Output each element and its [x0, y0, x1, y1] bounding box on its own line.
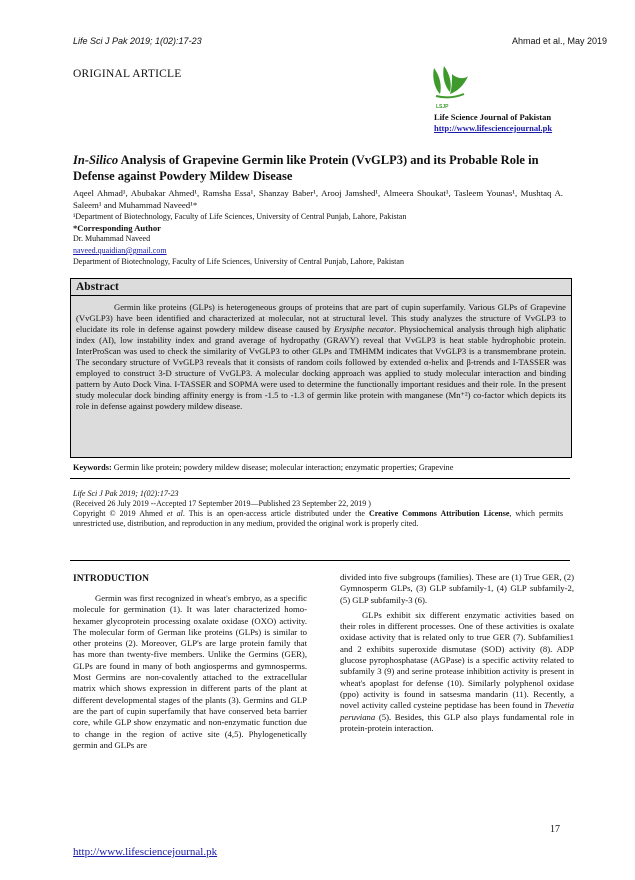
abstract-text: Germin like proteins (GLPs) is heterogeneous groups of proteins that are part of cupin superfamily. Various GLPs of Grapevine (VvGLP3) have been identified and characterized at molecular, not at structural level. This study analyzes the structure of VvGLP3 to elucidate its role in defense against powdery mildew disease caused by Erysiphe necator. Physiochemical analysis through high aliphatic index (AI), low instability index and grand average of hydropathy (GRAVY) reveal that VvGLP3 is heat stable hydrophobic protein. InterProScan was used to check the similarity of VvGLP3 to other GLPs and TMHMM indicates that VvGLP3 is a transmembrane protein. The secondary structure of VvGLP3 reveals that it consists of random coils followed by extended α-helix and β-trends and I-TASSER was employed to construct 3-D structure of VvGLP3. A molecular docking approach was applied to study molecular interaction and binding pattern by Auto Dock Vina. I-TASSER and SOPMA were used to determine the functionally important residues and their role. In the present study molecular dock binding affinity energy is from -1.5 to -1.3 of germin like protein with manganese (Mn⁺²) co-factor which depicts its role in defense against powdery mildew disease. — [76, 302, 566, 411]
page-number: 17 — [550, 824, 560, 835]
intro-column-1: Germin was first recognized in wheat's embryo, as a specific molecule for germination (1). It was later characterized homo-hexamer glycoprotein processing oxalate oxidase (OXO) activity. The molecular form of German like proteins (GLPs) is similar to other proteins (2). Moreover, GLP's are large protein family that has more than twenty-five members. Unlike the Germins (GER), GLPs are found in many of both angiosperms and gymnosperms. Most Germins are non-covalently attached to the extracellular matrix which shows expression in different parts of the plant at different developmental stages of the plants (3). Germins and GLP are the part of cupin superfamily that have conserved beta barrier core, while GLP show enzymatic and non-enzymatic function due to change in the region of active site (4,5). Phylogenetically germin and GLPs are — [73, 593, 307, 750]
corresponding-email-link[interactable]: naveed.quaidian@gmail.com — [73, 246, 167, 255]
citation-line: Life Sci J Pak 2019; 1(02):17-23 — [73, 489, 179, 498]
copyright-notice: Copyright © 2019 Ahmed et al. This is an open-access article distributed under the Creative Commons Attribution License, which permits unrestricted use, distribution, and reproduction in any medium, provided the original work is properly cited. — [73, 509, 563, 528]
title-rest: Analysis of Grapevine Germin like Protein (VvGLP3) and its Probable Role in Defense against Powdery Mildew Disease — [73, 153, 539, 183]
affiliation: ¹Department of Biotechnology, Faculty of Life Sciences, University of Central Punjab, Lahore, Pakistan — [73, 212, 407, 221]
keywords — [73, 463, 563, 472]
corresponding-name: Dr. Muhammad Naveed — [73, 234, 151, 243]
abstract-heading: Abstract — [76, 281, 119, 293]
footer-url-link[interactable]: http://www.lifesciencejournal.pk — [73, 846, 218, 858]
dates-line: (Received 26 July 2019 --Accepted 17 September 2019—Published 23 September 22, 2019 ) — [73, 499, 371, 508]
journal-logo — [430, 64, 470, 106]
author-list: Aqeel Ahmad¹, Abubakar Ahmed¹, Ramsha Essa¹, Shanzay Baber¹, Arooj Jamshed¹, Almeera Shoukat¹, Tasleem Younas¹, Mushtaq A. Saleem¹ and Muhammad Naveed¹* — [73, 188, 563, 210]
citation-rule — [70, 560, 570, 561]
logo-text: LSJP — [436, 104, 449, 110]
running-header-left: Life Sci J Pak 2019; 1(02):17-23 — [73, 36, 202, 46]
running-header-right: Ahmad et al., May 2019 — [511, 36, 607, 46]
keywords-text: Germin like protein; powdery mildew disease; molecular interaction; enzymatic properties; Grapevine — [111, 463, 454, 472]
intro-col2-para2: GLPs exhibit six different enzymatic activities based on their roles in different processes. One of these activities is oxalate oxidase activity that is related only to true GER (7). Subfamilies1 and 2 exhibits superoxide dismutase (SOD) activity (8). ADP glucose pyrophosphatase (AGPase) is a specific activity related to subfamily 3 (9) and serine protease inhibition activity is present in wheat's apoplast for defense (10). Similarly polyphenol oxidase (ppo) activity is found in satsesma mandarin (11). Recently, a novel activity called cysteine peptidase has been found in Thevetia peruviana (5). Besides, this GLP also plays fundamental role in protein-protein interaction. — [340, 609, 574, 733]
keywords-label: Keywords: — [73, 463, 112, 472]
article-type: ORIGINAL ARTICLE — [73, 68, 182, 80]
intro-col2-para1: divided into five subgroups (families). These are (1) True GER, (2) Gymnosperm GLPs, (3) GLP subfamily-1, (4) GLP subfamily-2, (5) GLP subfamily-3 (6). — [340, 572, 574, 605]
intro-heading: INTRODUCTION — [73, 574, 150, 584]
corresponding-label: *Corresponding Author — [73, 223, 161, 233]
journal-name: Life Science Journal of Pakistan — [434, 112, 552, 122]
corresponding-dept: Department of Biotechnology, Faculty of Life Sciences, University of Central Punjab, Lahore, Pakistan — [73, 257, 404, 266]
citation-block — [73, 489, 563, 529]
title-italic: In-Silico — [73, 153, 119, 167]
article-title — [73, 152, 563, 184]
intro-column-2 — [340, 572, 574, 734]
leaf-logo-icon — [430, 64, 470, 106]
abstract-box — [70, 278, 572, 458]
journal-url-link[interactable]: http://www.lifesciencejournal.pk — [434, 123, 553, 133]
abstract-divider — [71, 295, 571, 296]
keywords-rule — [70, 478, 570, 479]
